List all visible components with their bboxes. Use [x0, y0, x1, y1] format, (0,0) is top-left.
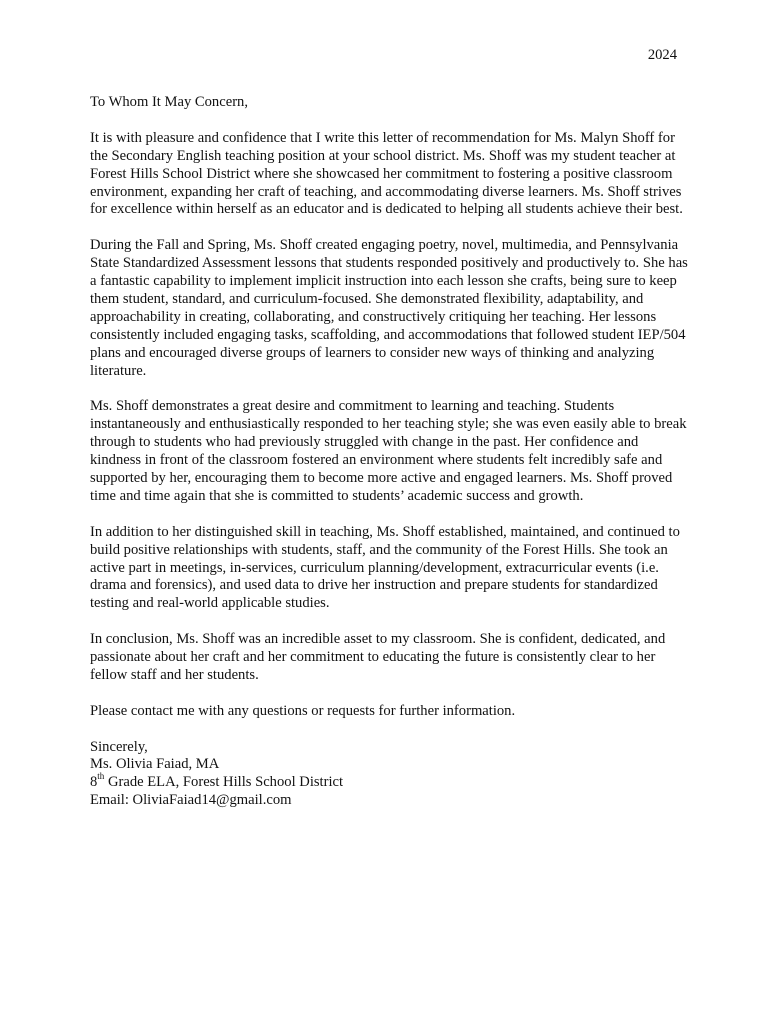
letter-date: 2024: [647, 47, 677, 63]
signer-grade-number: 8: [90, 774, 98, 791]
paragraph-conclusion: In conclusion, Ms. Shoff was an incredible asset to my classroom. She is confident, dedicated, and passionate about her craft and her commitment to educating the future is consistently clear to her fellow staff and her students.: [90, 631, 666, 683]
signer-grade-suffix: th: [97, 771, 105, 782]
paragraph-commitment: Ms. Shoff demonstrates a great desire and commitment to learning and teaching. Students instantaneously and enthusiastically responded to her teaching style; she was even easily able to break through to students who had previously struggled with change in the past. Her confidence and kindness in front of the classroom fostered an environment where students felt incredibly safe and supported by her, encouraging them to become more active and engaged learners. Ms. Shoff proved time and time again that she is committed to students’ academic success and growth.: [90, 398, 687, 504]
signer-name: Ms. Olivia Faiad, MA: [90, 756, 220, 773]
signer-email: Email: OliviaFaiad14@gmail.com: [90, 792, 292, 809]
signature-block: [90, 739, 690, 811]
closing: Sincerely,: [90, 738, 148, 755]
letter-body: [90, 94, 690, 810]
paragraph-lessons: During the Fall and Spring, Ms. Shoff created engaging poetry, novel, multimedia, and Pennsylvania State Standardized Assessment lessons that students responded positively and productively to. She has a fantastic capability to implement implicit instruction into each lesson she crafts, being sure to keep them student, standard, and curriculum-focused. She demonstrated flexibility, adaptability, and approachability in creating, collaborating, and constructively critiquing her teaching. Her lessons consistently included engaging tasks, scaffolding, and accommodations that followed student IEP/504 plans and encouraged diverse groups of learners to consider new ways of thinking and analyzing literature.: [90, 237, 688, 379]
signer-role-rest: Grade ELA, Forest Hills School District: [104, 774, 344, 791]
paragraph-intro: It is with pleasure and confidence that I write this letter of recommendation for Ms. Malyn Shoff for the Secondary English teaching position at your school district. Ms. Shoff was my student teacher at Forest Hills School District where she showcased her commitment to fostering a positive classroom environment, expanding her craft of teaching, and accommodating diverse learners. Ms. Shoff strives for excellence within herself as an educator and is dedicated to helping all students achieve their best.: [90, 129, 683, 218]
paragraph-contact: Please contact me with any questions or requests for further information.: [90, 702, 516, 719]
signer-role: [90, 771, 690, 792]
paragraph-relationships: In addition to her distinguished skill in teaching, Ms. Shoff established, maintained, and continued to build positive relationships with students, staff, and the community of the Forest Hills. She took an active part in meetings, in-services, curriculum planning/development, extracurricular events (i.e. drama and forensics), and used data to drive her instruction and prepare students for standardized testing and real-world applicable studies.: [90, 523, 680, 612]
salutation: To Whom It May Concern,: [90, 94, 248, 110]
